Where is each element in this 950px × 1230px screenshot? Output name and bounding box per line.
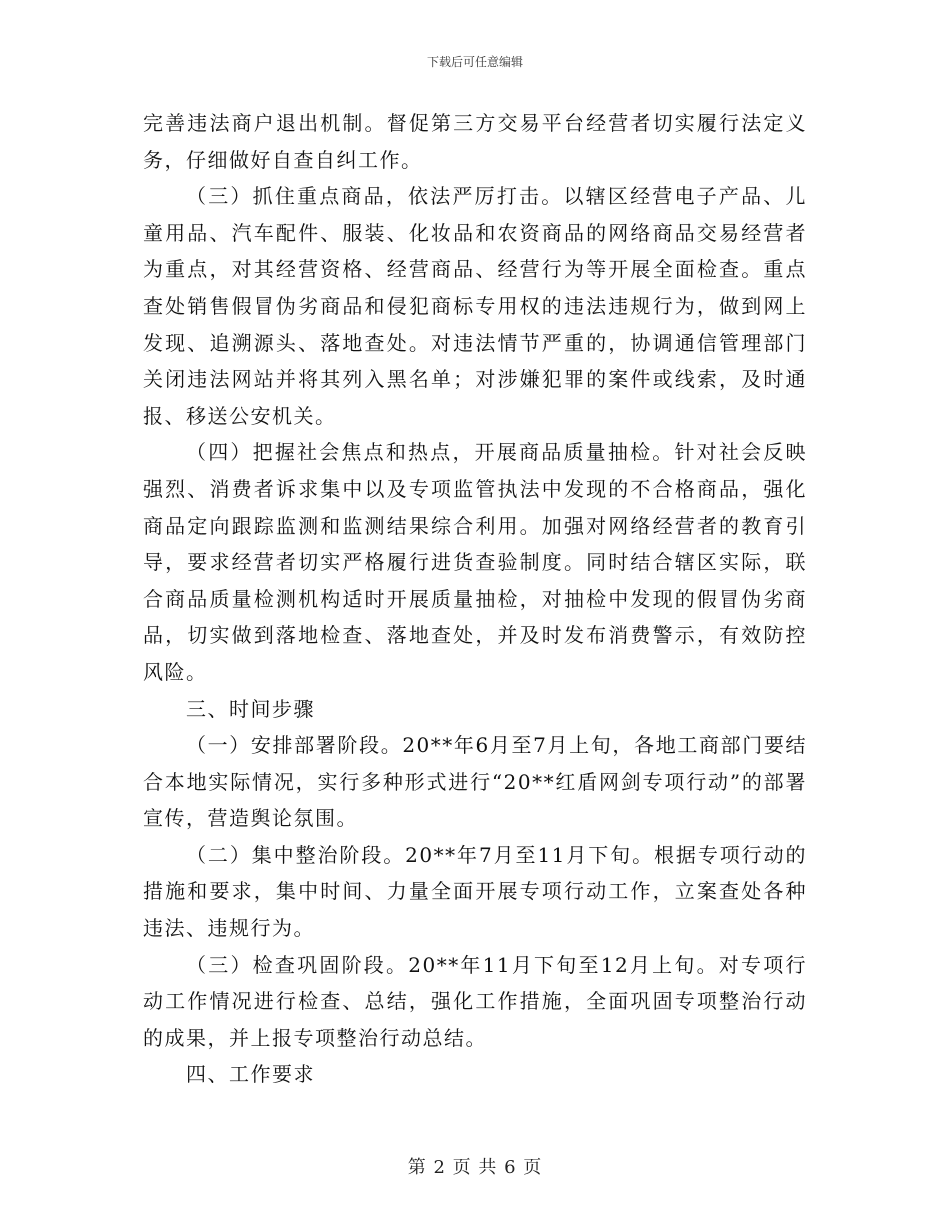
paragraph-step-2: （二）集中整治阶段。20**年7月至11月下旬。根据专项行动的措施和要求，集中时间、力量全面开展专项行动工作，立案查处各种违法、违规行为。: [143, 842, 807, 941]
paragraph-step-3: （三）检查巩固阶段。20**年11月下旬至12月上旬。对专项行动工作情况进行检查、总结，强化工作措施，全面巩固专项整治行动的成果，并上报专项整治行动总结。: [143, 952, 807, 1050]
paragraph-step-1: （一）安排部署阶段。20**年6月至7月上旬，各地工商部门要结合本地实际情况，实行多种形式进行“20**红盾网剑专项行动”的部署宣传，营造舆论氛围。: [143, 733, 807, 831]
section-heading-work-requirements: 四、工作要求: [186, 1062, 315, 1087]
document-body: [143, 105, 807, 1093]
paragraph-2: （三）抓住重点商品，依法严厉打击。以辖区经营电子产品、儿童用品、汽车配件、服装、化妆品和农资商品的网络商品交易经营者为重点，对其经营资格、经营商品、经营行为等开展全面检查。重点查处销售假冒伪劣商品和侵犯商标专用权的违法违规行为，做到网上发现、追溯源头、落地查处。对违法情节严重的，协调通信管理部门关闭违法网站并将其列入黑名单；对涉嫌犯罪的案件或线索，及时通报、移送公安机关。: [143, 184, 807, 428]
page-number: 第 2 页 共 6 页: [407, 1157, 543, 1178]
paragraph-3: （四）把握社会焦点和热点，开展商品质量抽检。针对社会反映强烈、消费者诉求集中以及专项监管执法中发现的不合格商品，强化商品定向跟踪监测和监测结果综合利用。加强对网络经营者的教育引导，要求经营者切实严格履行进货查验制度。同时结合辖区实际，联合商品质量检测机构适时开展质量抽检，对抽检中发现的假冒伪劣商品，切实做到落地检查、落地查处，并及时发布消费警示，有效防控风险。: [143, 440, 807, 684]
header-note: 下载后可任意编辑: [426, 55, 523, 69]
section-heading-time-steps: 三、时间步骤: [186, 696, 315, 721]
paragraph-1: 完善违法商户退出机制。督促第三方交易平台经营者切实履行法定义务，仔细做好自查自纠工作。: [143, 111, 807, 172]
